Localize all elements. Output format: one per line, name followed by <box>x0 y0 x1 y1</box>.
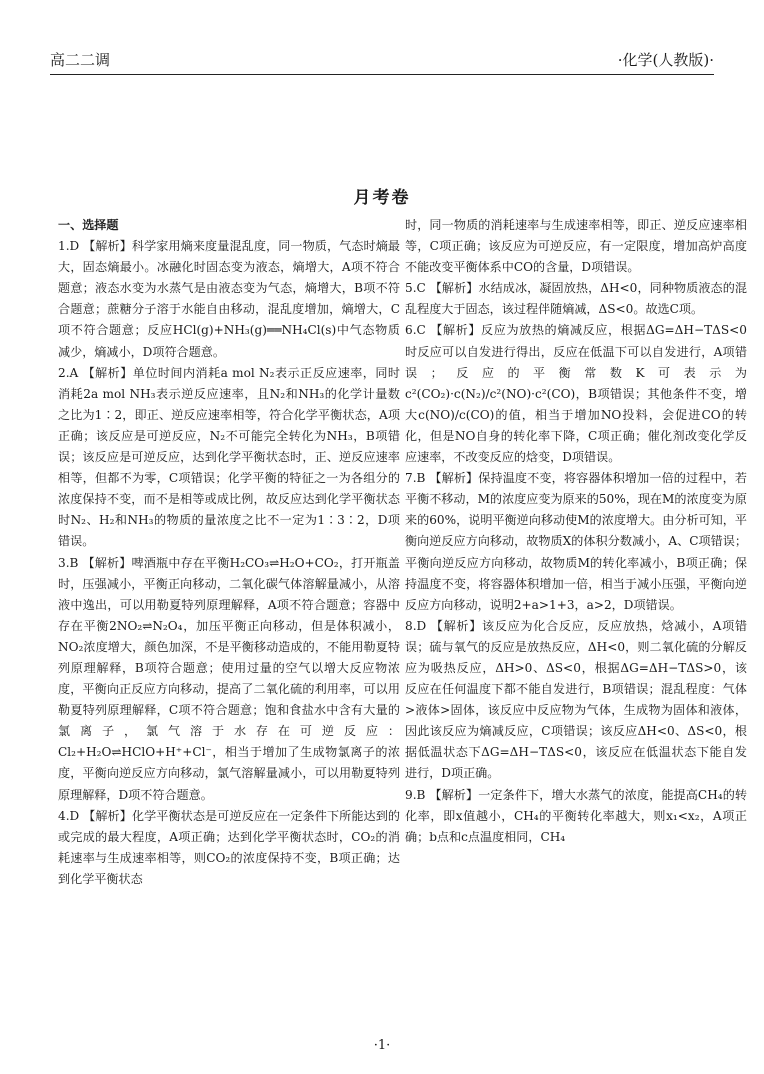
page-number: ·1· <box>373 1038 391 1053</box>
answer-7: 7.B 【解析】保持温度不变，将容器体积增加一倍的过程中，若平衡不移动，M的浓度应变为原来的50%，现在M的浓度变为原来的60%，说明平衡逆向移动使M的浓度增大。由分析可知，平衡向逆反应方向移动，故物质X的体积分数减小，A、C项错误；平衡向逆反应方向移动，故物质M的转化率减小，B项正确；保持温度不变，将容器体积增加一倍，相当于减小压强，平衡向逆反应方向移动，说明2+a>1+3，a>2，D项错误。 <box>405 471 747 612</box>
answer-5: 5.C 【解析】水结成冰，凝固放热，ΔH<0，同种物质液态的混乱程度大于固态，该过程伴随熵减，ΔS<0。故选C项。 <box>405 281 747 317</box>
answer-6: 6.C 【解析】反应为放热的熵减反应，根据ΔG=ΔH−TΔS<0时反应可以自发进行得出，反应在低温下可以自发进行，A项错误；反应的平衡常数K可表示为c²(CO₂)·c(N₂)/c²(NO)·c²(CO)，B项错误；其他条件不变，增大c(NO)/c(CO)的值，相当于增加NO投料，会促进CO的转化，但是NO自身的转化率下降，C项正确；催化剂改变化学反应速率，不改变反应的焓变，D项错误。 <box>405 323 747 465</box>
answer-2: 2.A 【解析】单位时间内消耗a mol N₂表示正反应速率，同时消耗2a mol NH₃表示逆反应速率，且N₂和NH₃的化学计量数之比为1∶2，即正、逆反应速率相等，符合化学平衡状态，A项正确；该反应是可逆反应，N₂不可能完全转化为NH₃，B项错误；该反应是可逆反应，达到化学平衡状态时，正、逆反应速率相等，但都不为零，C项错误；化学平衡的特征之一为各组分的浓度保持不变，而不是相等或成比例，故反应达到化学平衡状态时N₂、H₂和NH₃的物质的量浓度之比不一定为1∶3∶2，D项错误。 <box>58 365 400 549</box>
answer-8: 8.D 【解析】该反应为化合反应，反应放热，焓减小，A项错误；硫与氧气的反应是放热反应，ΔH<0，则二氧化硫的分解反应为吸热反应，ΔH>0、ΔS<0，根据ΔG=ΔH−TΔS>0，该反应在任何温度下都不能自发进行，B项错误；混乱程度：气体>液体>固体，该反应中反应物为气体，生成物为固体和液体，因此该反应为熵减反应，C项错误；该反应ΔH<0、ΔS<0，根据低温状态下ΔG=ΔH−TΔS<0，该反应在低温状态下能自发进行，D项正确。 <box>405 618 747 781</box>
header-right: ·化学(人教版)· <box>617 51 714 69</box>
left-column <box>58 215 400 890</box>
answer-4-continued: 时，同一物质的消耗速率与生成速率相等，即正、逆反应速率相等，C项正确；该反应为可逆反应，有一定限度，增加高炉高度不能改变平衡体系中CO的含量，D项错误。 <box>405 218 747 275</box>
answer-4: 4.D 【解析】化学平衡状态是可逆反应在一定条件下所能达到的或完成的最大程度，A项正确；达到化学平衡状态时，CO₂的消耗速率与生成速率相等，则CO₂的浓度保持不变，B项正确；达到化学平衡状态 <box>58 808 400 886</box>
header-rule <box>50 74 714 75</box>
answer-9: 9.B 【解析】一定条件下，增大水蒸气的浓度，能提高CH₄的转化率，即x值越小，CH₄的平衡转化率越大，则x₁<x₂，A项正确；b点和c点温度相同，CH₄ <box>405 787 747 844</box>
answer-1: 1.D 【解析】科学家用熵来度量混乱度，同一物质，气态时熵最大，固态熵最小。冰融化时固态变为液态，熵增大，A项不符合题意；液态水变为水蒸气是由液态变为气态，熵增大，B项不符合题意；蔗糖分子溶于水能自由移动，混乱度增加，熵增大，C项不符合题意；反应HCl(g)+NH₃(g)══NH₄Cl(s)中气态物质减少，熵减小，D项符合题意。 <box>58 239 400 359</box>
section-heading: 一、选择题 <box>58 218 119 232</box>
right-column <box>405 215 747 848</box>
header-left: 高二二调 <box>50 51 111 69</box>
page-header <box>50 48 714 70</box>
page-title: 月考卷 <box>353 188 411 208</box>
answer-3: 3.B 【解析】啤酒瓶中存在平衡H₂CO₃⇌H₂O+CO₂，打开瓶盖时，压强减小，平衡正向移动，二氧化碳气体溶解量减小，从溶液中逸出，可以用勒夏特列原理解释，A项不符合题意；容器中存在平衡2NO₂⇌N₂O₄，加压平衡正向移动，但是体积减小，NO₂浓度增大，颜色加深，不是平衡移动造成的，不能用勒夏特列原理解释，B项符合题意；使用过量的空气以增大反应物浓度，平衡向正反应方向移动，提高了二氧化硫的利用率，可以用勒夏特列原理解释，C项不符合题意；饱和食盐水中含有大量的氯离子，氯气溶于水存在可逆反应：Cl₂+H₂O⇌HClO+H⁺+Cl⁻，相当于增加了生成物氯离子的浓度，平衡向逆反应方向移动，氯气溶解量减小，可以用勒夏特列原理解释，D项不符合题意。 <box>58 555 400 802</box>
